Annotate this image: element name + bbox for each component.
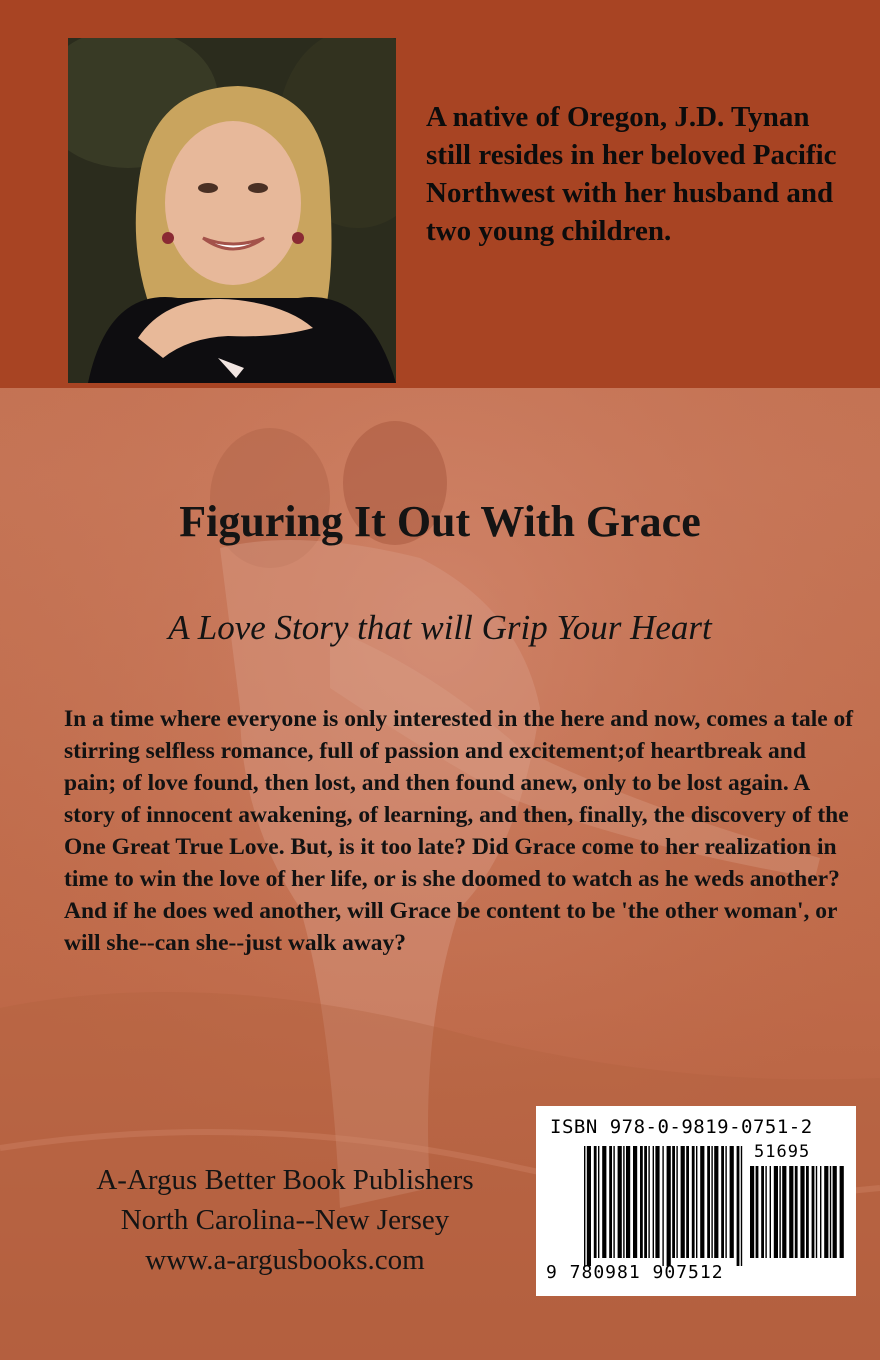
barcode-bar	[707, 1146, 710, 1258]
barcode-bar	[795, 1166, 798, 1258]
price-code: 51695	[754, 1142, 811, 1162]
barcode-bar	[725, 1146, 726, 1258]
barcode-bar	[655, 1146, 659, 1258]
barcode-bar	[741, 1146, 742, 1266]
barcode-bar	[806, 1166, 809, 1258]
barcode-bar	[800, 1166, 804, 1258]
barcode-bar	[662, 1146, 663, 1266]
barcode-bar	[840, 1166, 844, 1258]
barcode-bar	[587, 1146, 591, 1266]
barcode-bar	[779, 1166, 780, 1258]
isbn-barcode	[536, 1106, 856, 1296]
publisher-info	[30, 1160, 540, 1280]
ean-digits: 9 780981 907512	[546, 1262, 724, 1283]
barcode-bar	[602, 1146, 606, 1258]
barcode-bar	[770, 1166, 771, 1258]
barcode-bar	[681, 1146, 685, 1258]
barcode-bar	[833, 1166, 837, 1258]
barcode-bar	[761, 1166, 764, 1258]
barcode-bar	[626, 1146, 630, 1258]
barcode-bar	[750, 1166, 754, 1258]
barcode-bar	[644, 1146, 647, 1258]
barcode-bar	[640, 1146, 643, 1258]
publisher-website: www.a-argusbooks.com	[145, 1244, 425, 1276]
barcode-bar	[598, 1146, 599, 1258]
book-blurb: In a time where everyone is only interested in the here and now, comes a tale of stirring selfless romance, full of passion and excitement;of heartbreak and pain; of love found, then lost, and then found anew, only to be lost again. A story of innocent awakening, of learning, and then, finally, the discovery of the One Great True Love. But, is it too late? Did Grace come to her realization in time to win the love of her life, or is she doomed to watch as he weds another? And if he does wed another, will Grace be content to be 'the other woman', or will she--can she--just walk away?	[64, 706, 854, 956]
publisher-location: North Carolina--New Jersey	[120, 1204, 450, 1236]
book-tagline: A Love Story that will Grip Your Heart	[168, 608, 712, 647]
barcode-bar	[696, 1146, 697, 1258]
publisher-name: A-Argus Better Book Publishers	[96, 1164, 474, 1196]
barcode-bar	[584, 1146, 585, 1266]
barcode-bar	[653, 1146, 654, 1258]
barcode-bar	[618, 1146, 622, 1258]
author-photo	[68, 38, 396, 383]
author-bio: A native of Oregon, J.D. Tynan still resides in her beloved Pacific Northwest with her husband and two young children.	[426, 101, 837, 247]
barcode-bar	[672, 1146, 675, 1258]
book-title: Figuring It Out With Grace	[179, 497, 701, 546]
barcode-bar	[714, 1146, 718, 1258]
barcode-bar	[812, 1166, 815, 1258]
barcode-bar	[700, 1146, 704, 1258]
barcode-bar	[774, 1166, 778, 1258]
barcode-bar	[594, 1146, 597, 1258]
barcode-bar	[789, 1166, 793, 1258]
barcode-bar	[692, 1146, 695, 1258]
barcode-bar	[824, 1166, 828, 1258]
barcode-bar	[730, 1146, 734, 1258]
barcode-bar	[816, 1166, 817, 1258]
barcode-bar	[820, 1166, 821, 1258]
barcode-bar	[765, 1166, 766, 1258]
barcode-bar	[721, 1146, 724, 1258]
barcode-bar	[648, 1146, 649, 1258]
barcode-bar	[737, 1146, 740, 1266]
barcode-bar	[667, 1146, 671, 1266]
barcode-bar	[756, 1166, 759, 1258]
barcode-bar	[782, 1166, 786, 1258]
barcode-bar	[633, 1146, 637, 1258]
ean-barcode-bars	[584, 1146, 744, 1266]
isbn-label: ISBN 978-0-9819-0751-2	[550, 1116, 813, 1138]
barcode-bar	[686, 1146, 689, 1258]
barcode-bar	[613, 1146, 614, 1258]
barcode-bar	[623, 1146, 624, 1258]
barcode-bar	[609, 1146, 612, 1258]
barcode-bar	[676, 1146, 677, 1258]
barcode-bar	[830, 1166, 831, 1258]
addon-barcode-bars	[750, 1166, 846, 1266]
barcode-bar	[711, 1146, 712, 1258]
